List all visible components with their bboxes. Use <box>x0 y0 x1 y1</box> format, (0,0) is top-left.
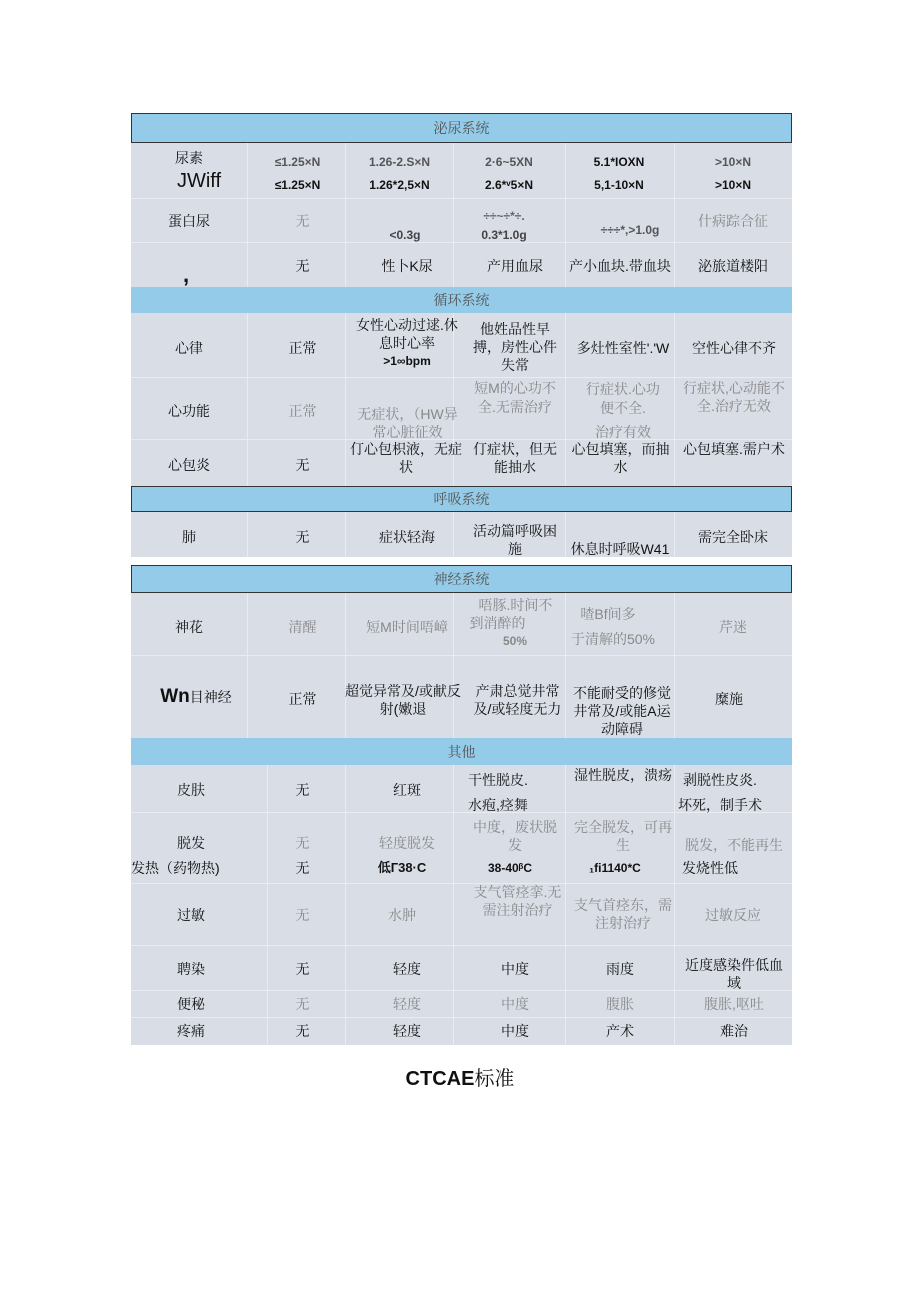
cell-allergy-g4: 支气首痉东，需 <box>574 897 672 913</box>
cell-peripheral-g4: 不能耐受的修觉 <box>573 685 671 701</box>
cell-function-g5-line2: 全.治疗无效 <box>697 398 771 414</box>
cell-urea-g3-alt: 2.6*ᵛ5×N <box>484 178 534 192</box>
cell-hematuria-g1: 无 <box>295 258 310 274</box>
cell-consciousness-g1: 清醒 <box>288 619 317 635</box>
cell-rhythm-g5: 空性心律不齐 <box>692 340 776 356</box>
cell-allergy-g3-line2: 需注射治疗 <box>482 902 553 918</box>
cell-infection-g4: 雨度 <box>606 961 634 977</box>
cell-infection-g3: 中度 <box>501 961 529 977</box>
row-label-rhythm: 心律 <box>175 340 203 356</box>
row-label-urea: 尿素 <box>175 150 203 166</box>
cell-pericarditis-g2-line2: 状 <box>399 459 413 475</box>
cell-allergy-g4-line2: 注射治疗 <box>595 915 651 931</box>
cell-fever-g3: 38-40ᵝC <box>487 861 532 875</box>
section-title: 循环系统 <box>433 292 490 308</box>
cell-pericarditis-g4-line2: 水 <box>613 459 628 475</box>
cell-alopecia-g4: 完全脱发，可再 <box>574 819 672 835</box>
section-title: 泌尿系统 <box>433 120 490 136</box>
cell-pain-g5: 难治 <box>720 1023 748 1039</box>
row-label-pain: 疼痛 <box>177 1023 205 1039</box>
cell-lung-g5: 需完全卧床 <box>698 529 768 545</box>
cell-consciousness-g3-line3: 50% <box>502 634 528 648</box>
cell-pericarditis-g3-line2: 能抽水 <box>494 459 536 475</box>
cell-peripheral-g3: 产肃总觉井常 <box>475 683 560 699</box>
cell-allergy-g1: 无 <box>295 907 310 923</box>
cell-proteinuria-g1: 无 <box>295 213 310 229</box>
cell-allergy-g5: 过敏反应 <box>705 907 761 923</box>
row-label-peripheral-cjk: 目神经 <box>189 689 232 705</box>
cell-function-g4: 行症状.心功 <box>586 381 660 397</box>
cell-constipation-g5: 腹胀,呕吐 <box>704 996 764 1012</box>
cell-lung-g3: 活动篇呼吸困 <box>473 523 557 539</box>
section-title: 神经系统 <box>433 571 490 587</box>
row-label-peripheral-latin: Wn <box>160 686 190 707</box>
cell-peripheral-g4-line2: 井常及/或能A运 <box>573 703 671 719</box>
cell-rhythm-g3: 他姓品性早 <box>480 321 550 337</box>
section-title: 呼吸系统 <box>433 491 490 507</box>
caption-cjk: 标准 <box>474 1068 515 1090</box>
cell-alopecia-g2: 轻度脱发 <box>379 835 435 851</box>
cell-peripheral-g1: 正常 <box>288 691 317 707</box>
cell-function-g3-line2: 全.无需治疗 <box>478 399 552 415</box>
cell-proteinuria-g4: ÷÷÷*,>1.0g <box>600 223 660 237</box>
cell-constipation-g4: 腹胀 <box>606 996 634 1012</box>
cell-fever-g2: 低Г38·C <box>377 860 427 875</box>
cell-constipation-g2: 轻度 <box>393 996 421 1012</box>
cell-urea-g2: 1.26-2.S×N <box>368 155 431 169</box>
cell-alopecia-g1: 无 <box>295 835 310 851</box>
cell-infection-g5-line2: 域 <box>727 975 741 991</box>
cell-urea-g1-alt: ≤1.25×N <box>274 178 321 192</box>
cell-hematuria-g2: 性卜K尿 <box>381 258 433 274</box>
section-header-other <box>131 738 792 765</box>
cell-consciousness-g3: 唔豚.时间不 <box>478 597 553 613</box>
cell-consciousness-g2: 短M时间唔嶂 <box>366 619 448 635</box>
row-label-proteinuria: 蛋白尿 <box>168 213 210 229</box>
cell-skin-g3: 干性脱皮. <box>468 772 528 788</box>
cell-pericarditis-g1: 无 <box>295 457 310 473</box>
cell-proteinuria-g2: <0.3g <box>389 228 421 242</box>
cell-fever-g1: 无 <box>295 860 310 876</box>
cell-lung-g2: 症状轻海 <box>379 529 435 545</box>
cell-consciousness-g3-line2: 到消醉的 <box>469 615 526 631</box>
cell-peripheral-g3-line2: 及/或轻度无力 <box>473 701 562 717</box>
cell-pericarditis-g4: 心包填塞，而抽 <box>571 441 670 457</box>
cell-fever-g5: 发烧性低 <box>682 860 738 876</box>
cell-urea-g4-alt: 5,1-10×N <box>594 178 644 192</box>
cell-constipation-g3: 中度 <box>501 996 529 1012</box>
cell-infection-g2: 轻度 <box>393 961 421 977</box>
cell-lung-g4: 休息时呼吸W41 <box>570 541 670 557</box>
cell-rhythm-g2: 女性心动过逑.休 <box>356 317 458 333</box>
cell-pericarditis-g2: 仃心包枳液，无症 <box>350 441 462 457</box>
cell-urea-g2-alt: 1.26*2,5×N <box>369 178 430 192</box>
row-label-pericarditis: 心包炎 <box>168 457 210 473</box>
cell-alopecia-g4-line2: 生 <box>616 837 630 853</box>
row-label-consciousness: 神花 <box>175 619 203 635</box>
row-label-fever: 发热（药物热) <box>131 860 220 876</box>
cell-peripheral-g2-line2: 射(嫩退 <box>379 701 427 717</box>
cell-rhythm-g3-line3: 失常 <box>501 357 529 373</box>
row-label-infection: 聘染 <box>177 961 205 977</box>
cell-consciousness-g5: 芹迷 <box>719 619 747 635</box>
cell-consciousness-g4: 喳Bf间多 <box>580 606 636 622</box>
cell-function-g3: 短M的心功不 <box>474 380 556 396</box>
cell-allergy-g3: 支气管痉挛.无 <box>473 884 562 900</box>
cell-pericarditis-g3: 仃症状，但无 <box>473 441 557 457</box>
document-caption <box>0 1062 920 1091</box>
cell-function-g5: 行症状,心动能不 <box>683 380 785 396</box>
cell-rhythm-g1: 正常 <box>288 340 317 356</box>
cell-infection-g5: 近度感染件低血 <box>685 957 783 973</box>
row-label-urea-secondary: JWiff <box>176 170 222 192</box>
cell-urea-g3: 2·6~5XN <box>485 155 533 169</box>
caption-latin: CTCAE <box>405 1068 475 1090</box>
row-label-constipation: 便秘 <box>177 996 205 1012</box>
cell-hematuria-g4: 产小血块.带血块 <box>569 258 671 274</box>
cell-urea-g4: 5.1*IOXN <box>593 155 645 169</box>
cell-rhythm-g3-line2: 搏，房性心件 <box>473 339 557 355</box>
cell-rhythm-g4: 多灶性室性'.'W <box>576 340 670 356</box>
cell-function-g2: 无症状，（HW异 <box>357 406 458 422</box>
section-header-respiratory <box>131 486 792 512</box>
cell-pain-g3: 中度 <box>501 1023 529 1039</box>
cell-fever-g4: ₁fi1140*C <box>589 861 641 875</box>
cell-proteinuria-g5: 什病踪合征 <box>698 213 768 229</box>
cell-proteinuria-g3: ÷÷~÷*÷. <box>483 209 525 223</box>
section-title: 其他 <box>447 743 476 760</box>
cell-peripheral-g2: 超觉异常及/或献反 <box>345 683 461 699</box>
cell-alopecia-g3: 中度，废状脱 <box>473 819 557 835</box>
cell-skin-g4: 湿性脱皮，溃疡 <box>574 767 672 783</box>
row-label-skin: 皮肤 <box>177 782 205 798</box>
row-label-lung: 肺 <box>182 529 196 545</box>
row-label-hematuria: , <box>182 262 190 287</box>
cell-consciousness-g4-line2: 于清解的50% <box>570 631 656 647</box>
section-header-urinary <box>131 113 792 143</box>
cell-skin-g3-line2: 水疱,痉舞 <box>468 797 528 813</box>
cell-urea-g1: ≤1.25×N <box>274 155 321 169</box>
row-label-alopecia: 脱发 <box>177 835 205 851</box>
cell-function-g1: 正常 <box>288 403 317 419</box>
cell-rhythm-g2-line2: 息时心率 <box>379 335 435 351</box>
cell-peripheral-g5: 糜施 <box>715 691 743 707</box>
cell-pericarditis-g5: 心包填塞.需户术 <box>683 441 785 457</box>
section-header-circulatory <box>131 287 792 313</box>
cell-peripheral-g4-line3: 动障碍 <box>601 721 643 737</box>
cell-rhythm-g2-line3: >1∞bpm <box>383 354 431 368</box>
row-label-peripheral-nerve <box>131 688 261 706</box>
cell-pain-g1: 无 <box>295 1023 310 1039</box>
cell-constipation-g1: 无 <box>295 996 310 1012</box>
cell-alopecia-g3-line2: 发 <box>508 837 522 853</box>
cell-pain-g2: 轻度 <box>393 1023 421 1039</box>
cell-pain-g4: 产术 <box>606 1023 634 1039</box>
cell-function-g4-line3: 治疗有效 <box>595 424 651 440</box>
cell-skin-g5: 剥脱性皮炎. <box>683 772 757 788</box>
cell-urea-g5-alt: >10×N <box>714 178 752 192</box>
cell-alopecia-g5: 脱发，不能再生 <box>685 837 783 853</box>
cell-allergy-g2: 水肿 <box>388 907 416 923</box>
row-label-cardiac-function: 心功能 <box>168 403 210 419</box>
cell-skin-g1: 无 <box>295 782 310 798</box>
cell-hematuria-g3: 产用血尿 <box>487 258 543 274</box>
cell-infection-g1: 无 <box>295 961 310 977</box>
cell-skin-g5-line2: 坏死，制手术 <box>678 797 762 813</box>
row-label-allergy: 过敏 <box>177 907 205 923</box>
cell-urea-g5: >10×N <box>714 155 752 169</box>
cell-hematuria-g5: 泌旅道楼阳 <box>698 258 768 274</box>
cell-proteinuria-g3-alt: 0.3*1.0g <box>481 228 527 242</box>
section-header-nervous <box>131 565 792 593</box>
cell-function-g2-line2: 常心脏征效 <box>372 424 443 440</box>
cell-lung-g1: 无 <box>295 529 310 545</box>
cell-function-g4-line2: 便不全. <box>600 400 646 416</box>
cell-skin-g2: 红斑 <box>393 782 421 798</box>
cell-lung-g3-line2: 施 <box>508 541 522 557</box>
